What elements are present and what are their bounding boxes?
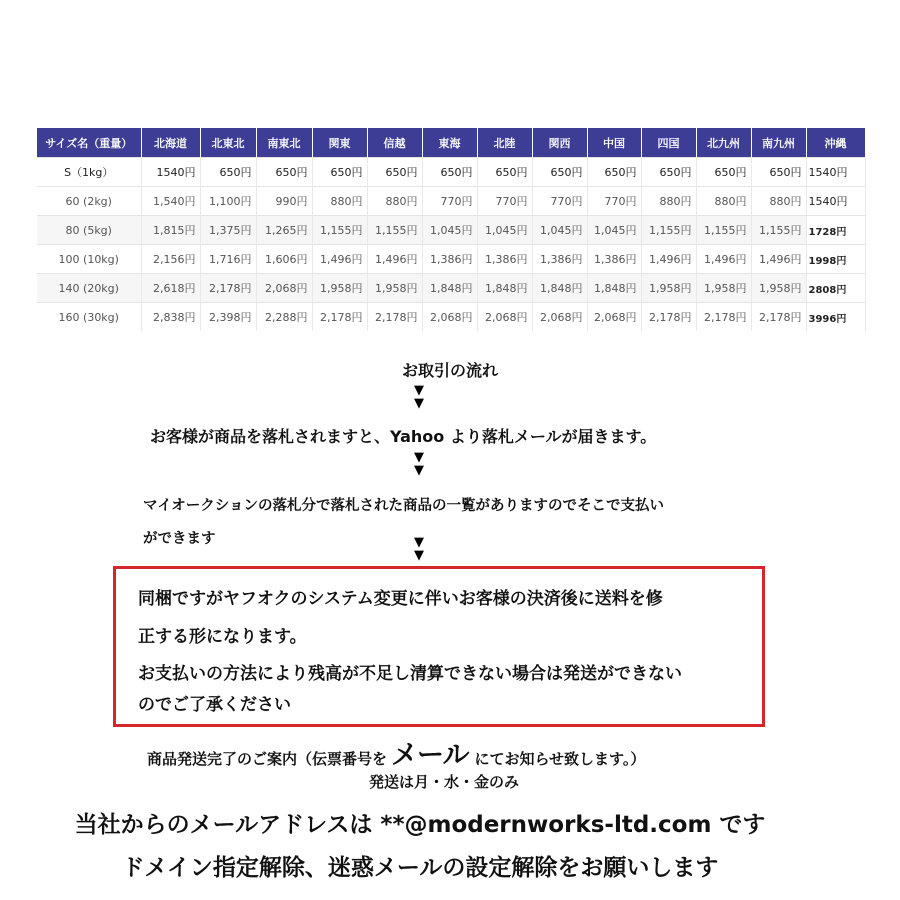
price-cell: 1,496円: [696, 245, 751, 274]
flow-step-1: お客様が商品を落札されますと、Yahoo より落札メールが届きます。: [150, 427, 657, 446]
price-cell: 1,606円: [256, 245, 312, 274]
price-cell: 2,178円: [367, 303, 422, 332]
table-header-row: [37, 128, 865, 158]
flow-step-2-line-2: ができます: [143, 531, 216, 547]
price-cell: 1,045円: [587, 216, 641, 245]
header-kita-tohoku: 北東北: [200, 128, 256, 158]
price-cell: 880円: [367, 187, 422, 216]
price-cell: 650円: [696, 158, 751, 187]
price-cell: 1,155円: [367, 216, 422, 245]
price-cell: 2,178円: [200, 274, 256, 303]
price-cell: 2,068円: [422, 303, 477, 332]
price-cell: 1,848円: [477, 274, 532, 303]
notice-line-3: お支払いの方法により残高が不足し清算できない場合は発送ができない: [138, 664, 682, 684]
price-cell: 880円: [312, 187, 367, 216]
down-arrow-icon: ▼: [414, 450, 424, 465]
price-cell: 1,496円: [641, 245, 696, 274]
price-cell: 1,848円: [587, 274, 641, 303]
price-cell: 1,958円: [696, 274, 751, 303]
price-cell: 990円: [256, 187, 312, 216]
price-cell: 2,838円: [141, 303, 200, 332]
price-cell: 1,045円: [532, 216, 587, 245]
shipping-days: 発送は月・水・金のみ: [368, 773, 519, 791]
price-cell: 1,496円: [751, 245, 806, 274]
shipping-notice: [147, 733, 645, 772]
price-cell: 2,398円: [200, 303, 256, 332]
price-cell: 1540円: [806, 187, 865, 216]
price-cell: 650円: [532, 158, 587, 187]
price-cell: 1,045円: [477, 216, 532, 245]
price-cell: 1,958円: [367, 274, 422, 303]
down-arrow-icon: ▼: [414, 463, 424, 478]
price-cell: 2,068円: [587, 303, 641, 332]
price-cell: 1,155円: [751, 216, 806, 245]
price-cell: 1540円: [141, 158, 200, 187]
price-cell: 1,386円: [477, 245, 532, 274]
price-cell: 770円: [587, 187, 641, 216]
header-kansai: 関西: [532, 128, 587, 158]
price-cell: 1,496円: [367, 245, 422, 274]
price-cell: 2,156円: [141, 245, 200, 274]
price-cell: 650円: [200, 158, 256, 187]
price-cell: 1,045円: [422, 216, 477, 245]
table-row: [37, 303, 865, 332]
size-cell: 140 (20kg): [37, 274, 141, 303]
price-cell: 1,716円: [200, 245, 256, 274]
price-cell: 1,958円: [312, 274, 367, 303]
flow-step-2-line-1: マイオークションの落札分で落札された商品の一覧がありますのでそこで支払い: [143, 498, 664, 514]
price-cell: 1,155円: [696, 216, 751, 245]
table-row: [37, 158, 865, 187]
price-cell: 2,178円: [312, 303, 367, 332]
price-cell: 770円: [477, 187, 532, 216]
price-cell: 770円: [422, 187, 477, 216]
header-minami-tohoku: 南東北: [256, 128, 312, 158]
price-cell: 1,958円: [641, 274, 696, 303]
header-size: サイズ名（重量）: [37, 128, 141, 158]
price-cell: 650円: [477, 158, 532, 187]
price-cell: 650円: [751, 158, 806, 187]
table-row: [37, 245, 865, 274]
header-hokkaido: 北海道: [141, 128, 200, 158]
price-cell: 2,618円: [141, 274, 200, 303]
price-cell: 650円: [422, 158, 477, 187]
price-cell: 2,178円: [751, 303, 806, 332]
price-cell: 880円: [641, 187, 696, 216]
price-cell: 1540円: [806, 158, 865, 187]
table-row: [37, 216, 865, 245]
price-cell: 2,068円: [532, 303, 587, 332]
price-cell: 3996円: [806, 303, 865, 332]
price-cell: 1,958円: [751, 274, 806, 303]
notice-box: [113, 566, 765, 727]
price-cell: 1,848円: [532, 274, 587, 303]
header-shinetsu: 信越: [367, 128, 422, 158]
price-cell: 650円: [312, 158, 367, 187]
price-cell: 1,386円: [532, 245, 587, 274]
size-cell: S（1kg）: [37, 158, 141, 187]
table-row: [37, 274, 865, 303]
header-chugoku: 中国: [587, 128, 641, 158]
price-cell: 1,375円: [200, 216, 256, 245]
price-cell: 1,540円: [141, 187, 200, 216]
header-minami-kyushu: 南九州: [751, 128, 806, 158]
size-cell: 160 (30kg): [37, 303, 141, 332]
domain-release-line: ドメイン指定解除、迷惑メールの設定解除をお願いします: [121, 855, 719, 881]
price-cell: 650円: [256, 158, 312, 187]
header-okinawa: 沖縄: [806, 128, 865, 158]
shipping-notice-suffix: にてお知らせ致します。）: [474, 750, 646, 768]
price-cell: 880円: [751, 187, 806, 216]
shipping-notice-prefix: 商品発送完了のご案内（伝票番号を: [147, 750, 388, 768]
price-cell: 2,068円: [477, 303, 532, 332]
price-cell: 2808円: [806, 274, 865, 303]
price-cell: 2,288円: [256, 303, 312, 332]
flow-title: お取引の流れ: [401, 361, 498, 380]
notice-line-4: のでご了承ください: [138, 695, 291, 715]
header-kita-kyushu: 北九州: [696, 128, 751, 158]
price-cell: 2,178円: [696, 303, 751, 332]
price-cell: 1,815円: [141, 216, 200, 245]
price-cell: 1,386円: [422, 245, 477, 274]
price-cell: 1,496円: [312, 245, 367, 274]
table-row: [37, 187, 865, 216]
price-cell: 650円: [641, 158, 696, 187]
header-kanto: 関東: [312, 128, 367, 158]
down-arrow-icon: ▼: [414, 396, 424, 411]
down-arrow-icon: ▼: [414, 383, 424, 398]
header-shikoku: 四国: [641, 128, 696, 158]
price-cell: 1,100円: [200, 187, 256, 216]
price-cell: 770円: [532, 187, 587, 216]
size-cell: 100 (10kg): [37, 245, 141, 274]
shipping-notice-emphasis: メール: [391, 740, 469, 771]
price-cell: 2,178円: [641, 303, 696, 332]
price-cell: 1,155円: [641, 216, 696, 245]
price-cell: 1,386円: [587, 245, 641, 274]
price-cell: 1,848円: [422, 274, 477, 303]
header-tokai: 東海: [422, 128, 477, 158]
notice-line-1: 同梱ですがヤフオクのシステム変更に伴いお客様の決済後に送料を修: [138, 589, 663, 609]
notice-line-2: 正する形になります。: [138, 627, 307, 647]
price-cell: 1,265円: [256, 216, 312, 245]
down-arrow-icon: ▼: [414, 535, 424, 550]
price-cell: 650円: [367, 158, 422, 187]
price-cell: 880円: [696, 187, 751, 216]
size-cell: 80 (5kg): [37, 216, 141, 245]
shipping-rate-table: [37, 128, 866, 331]
price-cell: 1728円: [806, 216, 865, 245]
email-address-line: 当社からのメールアドレスは **@modernworks-ltd.com です: [74, 812, 766, 838]
price-cell: 2,068円: [256, 274, 312, 303]
price-cell: 1998円: [806, 245, 865, 274]
price-cell: 1,155円: [312, 216, 367, 245]
price-cell: 650円: [587, 158, 641, 187]
header-hokuriku: 北陸: [477, 128, 532, 158]
size-cell: 60 (2kg): [37, 187, 141, 216]
down-arrow-icon: ▼: [414, 548, 424, 563]
